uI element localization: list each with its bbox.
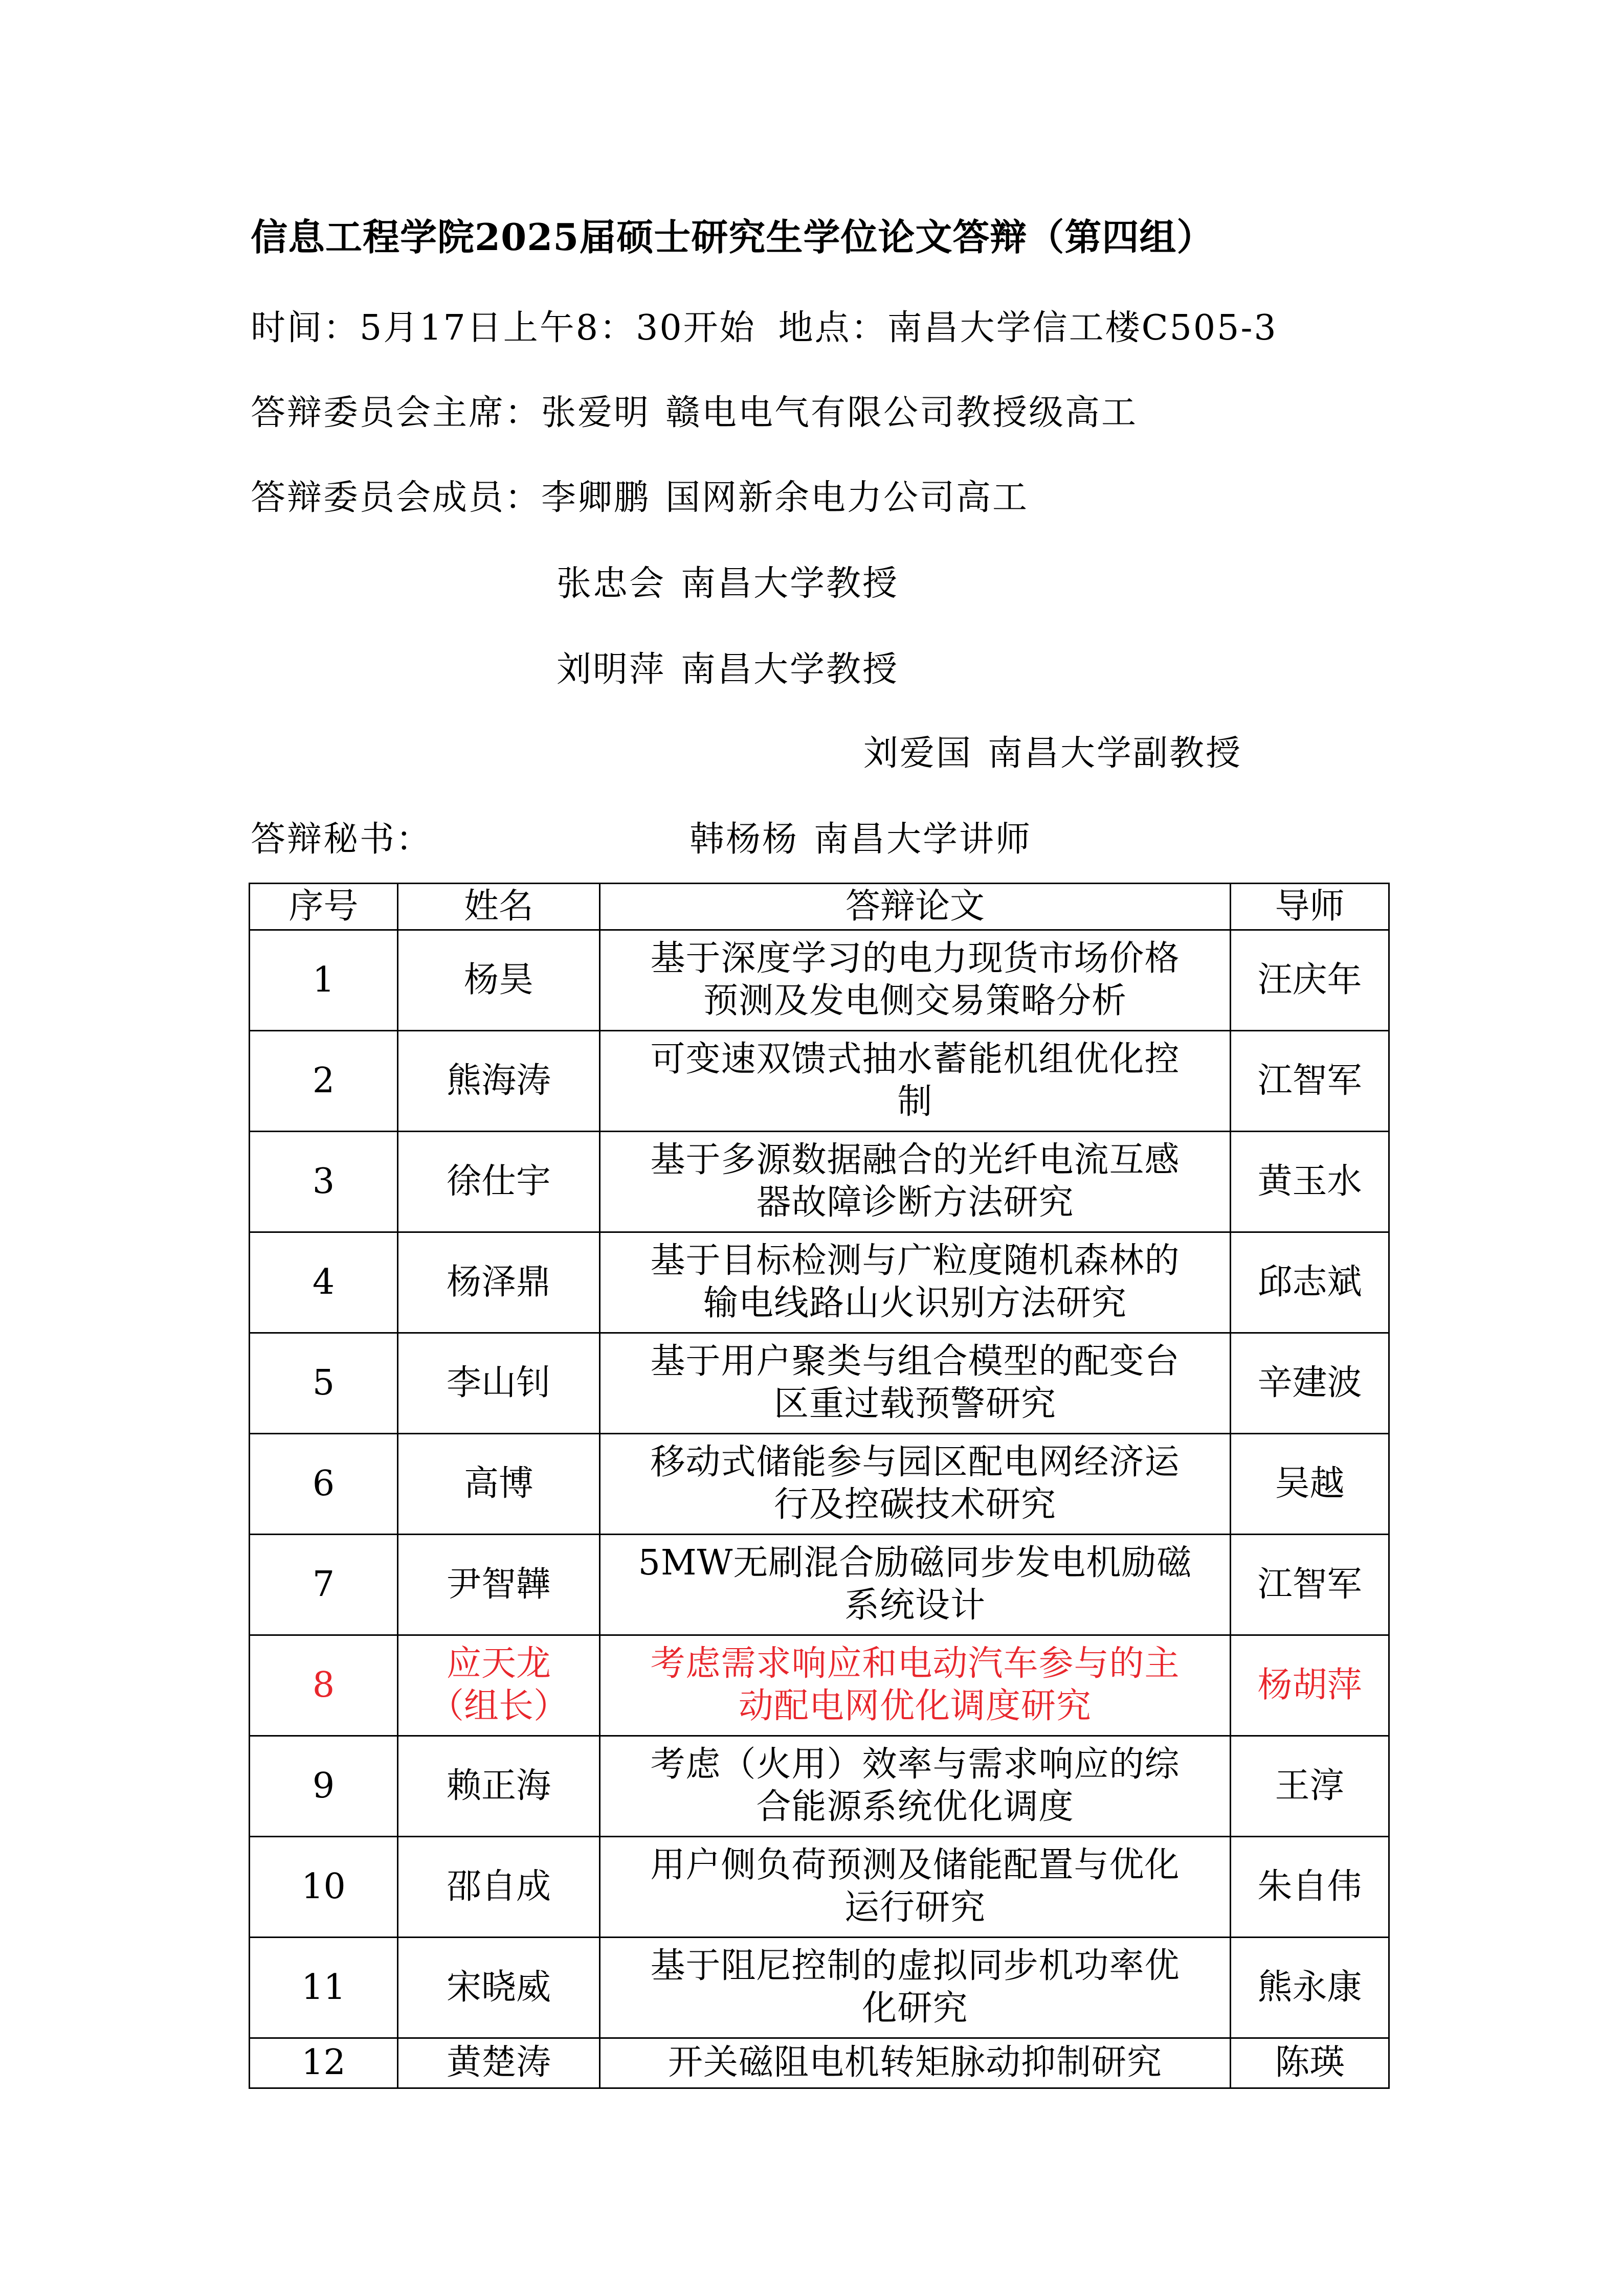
thesis-title <box>600 1434 1231 1535</box>
member-name: 张忠会 <box>557 564 666 604</box>
thesis-line-2: 制 <box>897 1082 933 1122</box>
header-thesis: 答辩论文 <box>600 884 1231 930</box>
defense-schedule-table <box>249 883 1390 2089</box>
student-name: 杨昊 <box>398 930 600 1031</box>
advisor-name: 王淳 <box>1231 1736 1389 1837</box>
thesis-title <box>600 1635 1231 1736</box>
student-name: 杨泽鼎 <box>398 1232 600 1333</box>
committee-member-1 <box>251 478 1029 518</box>
thesis-title <box>600 1333 1231 1434</box>
thesis-title <box>600 1938 1231 2038</box>
place-value: 南昌大学信工楼C505-3 <box>887 308 1278 348</box>
thesis-title <box>600 1132 1231 1232</box>
thesis-title <box>600 1031 1231 1132</box>
thesis-line-1: 基于阻尼控制的虚拟同步机功率优 <box>650 1946 1180 1987</box>
thesis-title <box>600 1736 1231 1837</box>
member-name: 刘明萍 <box>557 649 666 690</box>
thesis-line-2: 输电线路山火识别方法研究 <box>703 1283 1127 1323</box>
member-affiliation: 国网新余电力公司高工 <box>665 478 1029 518</box>
table-row <box>250 1333 1389 1434</box>
row-number: 7 <box>250 1535 398 1635</box>
student-name: 熊海涛 <box>398 1031 600 1132</box>
table-row-group-leader <box>250 1635 1389 1736</box>
group-leader-tag: （组长） <box>429 1686 568 1726</box>
member-affiliation: 南昌大学教授 <box>681 564 899 604</box>
secretary <box>689 819 1032 860</box>
member-affiliation: 南昌大学教授 <box>681 649 899 690</box>
thesis-title <box>600 1232 1231 1333</box>
thesis-line-2: 动配电网优化调度研究 <box>738 1686 1092 1726</box>
thesis-line-1: 用户侧负荷预测及储能配置与优化 <box>650 1845 1180 1886</box>
row-number: 9 <box>250 1736 398 1837</box>
row-number: 1 <box>250 930 398 1031</box>
thesis-title <box>600 930 1231 1031</box>
member-affiliation: 南昌大学副教授 <box>988 733 1242 774</box>
thesis-line-2: 运行研究 <box>844 1887 986 1928</box>
thesis-line-2: 系统设计 <box>844 1585 986 1626</box>
chair-label: 答辩委员会主席： <box>251 393 542 433</box>
schedule-line <box>251 308 1278 348</box>
thesis-line-2: 预测及发电侧交易策略分析 <box>703 981 1127 1021</box>
table-row <box>250 1232 1389 1333</box>
thesis-line-1: 考虑（火用）效率与需求响应的综 <box>650 1744 1180 1785</box>
secretary-affiliation: 南昌大学讲师 <box>814 819 1032 860</box>
thesis-line-1: 可变速双馈式抽水蓄能机组优化控 <box>650 1039 1180 1080</box>
thesis-title <box>600 1837 1231 1938</box>
student-name: 赖正海 <box>398 1736 600 1837</box>
table-row <box>250 1736 1389 1837</box>
advisor-name: 陈瑛 <box>1231 2038 1389 2088</box>
thesis-line-1: 移动式储能参与园区配电网经济运 <box>650 1442 1180 1483</box>
time-label: 时间： <box>251 308 360 348</box>
table-row <box>250 1535 1389 1635</box>
row-number: 3 <box>250 1132 398 1232</box>
committee-chair <box>251 393 1138 433</box>
thesis-line-2: 化研究 <box>862 1988 968 2029</box>
row-number: 4 <box>250 1232 398 1333</box>
chair-affiliation: 赣电电气有限公司教授级高工 <box>665 393 1138 433</box>
student-name: 尹智韡 <box>398 1535 600 1635</box>
member-name: 刘爱国 <box>863 733 973 774</box>
secretary-name: 韩杨杨 <box>689 819 799 860</box>
student-name: 徐仕宇 <box>398 1132 600 1232</box>
time-value: 5月17日上午8：30开始 <box>360 308 756 348</box>
student-name-line-1: 应天龙 <box>446 1644 551 1684</box>
secretary-label: 答辩秘书： <box>251 819 433 860</box>
table-row <box>250 1938 1389 2038</box>
row-number: 12 <box>250 2038 398 2088</box>
thesis-line-1: 基于目标检测与广粒度随机森林的 <box>650 1241 1180 1281</box>
advisor-name: 熊永康 <box>1231 1938 1389 2038</box>
table-row <box>250 1031 1389 1132</box>
advisor-name: 朱自伟 <box>1231 1837 1389 1938</box>
row-number: 10 <box>250 1837 398 1938</box>
committee-member-4 <box>863 733 1242 774</box>
student-name: 邵自成 <box>398 1837 600 1938</box>
advisor-name: 汪庆年 <box>1231 930 1389 1031</box>
place-label: 地点： <box>778 308 887 348</box>
thesis-line-1: 考虑需求响应和电动汽车参与的主 <box>650 1644 1180 1684</box>
committee-member-3 <box>557 649 899 690</box>
thesis-line-1: 基于用户聚类与组合模型的配变台 <box>650 1341 1180 1382</box>
row-number: 5 <box>250 1333 398 1434</box>
thesis-line-1: 5MW无刷混合励磁同步发电机励磁 <box>638 1543 1192 1584</box>
table-row <box>250 2038 1389 2088</box>
chair-name: 张爱明 <box>541 393 651 433</box>
advisor-name: 邱志斌 <box>1231 1232 1389 1333</box>
table-header-row <box>250 884 1389 930</box>
thesis-line-2: 合能源系统优化调度 <box>756 1787 1074 1827</box>
members-label: 答辩委员会成员： <box>251 478 542 518</box>
thesis-line-2: 区重过载预警研究 <box>773 1384 1056 1424</box>
thesis-line-1: 基于多源数据融合的光纤电流互感 <box>650 1140 1180 1181</box>
header-advisor: 导师 <box>1231 884 1389 930</box>
advisor-name: 杨胡萍 <box>1231 1635 1389 1736</box>
thesis-line-2: 器故障诊断方法研究 <box>756 1182 1074 1223</box>
row-number: 8 <box>250 1635 398 1736</box>
header-name: 姓名 <box>398 884 600 930</box>
student-name: 李山钊 <box>398 1333 600 1434</box>
member-name: 李卿鹏 <box>541 478 651 518</box>
thesis-title <box>600 1535 1231 1635</box>
row-number: 2 <box>250 1031 398 1132</box>
advisor-name: 黄玉水 <box>1231 1132 1389 1232</box>
advisor-name: 江智军 <box>1231 1031 1389 1132</box>
thesis-line-1: 基于深度学习的电力现货市场价格 <box>650 938 1180 979</box>
committee-member-2 <box>557 564 899 604</box>
thesis-line-2: 行及控碳技术研究 <box>773 1484 1056 1525</box>
table-row <box>250 1434 1389 1535</box>
student-name: 黄楚涛 <box>398 2038 600 2088</box>
student-name: 高博 <box>398 1434 600 1535</box>
row-number: 11 <box>250 1938 398 2038</box>
table-row <box>250 1837 1389 1938</box>
table-row <box>250 1132 1389 1232</box>
row-number: 6 <box>250 1434 398 1535</box>
advisor-name: 江智军 <box>1231 1535 1389 1635</box>
table-row <box>250 930 1389 1031</box>
thesis-title: 开关磁阻电机转矩脉动抑制研究 <box>600 2038 1231 2088</box>
page-title: 信息工程学院2025届硕士研究生学位论文答辩（第四组） <box>251 215 1214 259</box>
advisor-name: 吴越 <box>1231 1434 1389 1535</box>
student-name <box>398 1635 600 1736</box>
header-number: 序号 <box>250 884 398 930</box>
student-name: 宋晓威 <box>398 1938 600 2038</box>
advisor-name: 辛建波 <box>1231 1333 1389 1434</box>
